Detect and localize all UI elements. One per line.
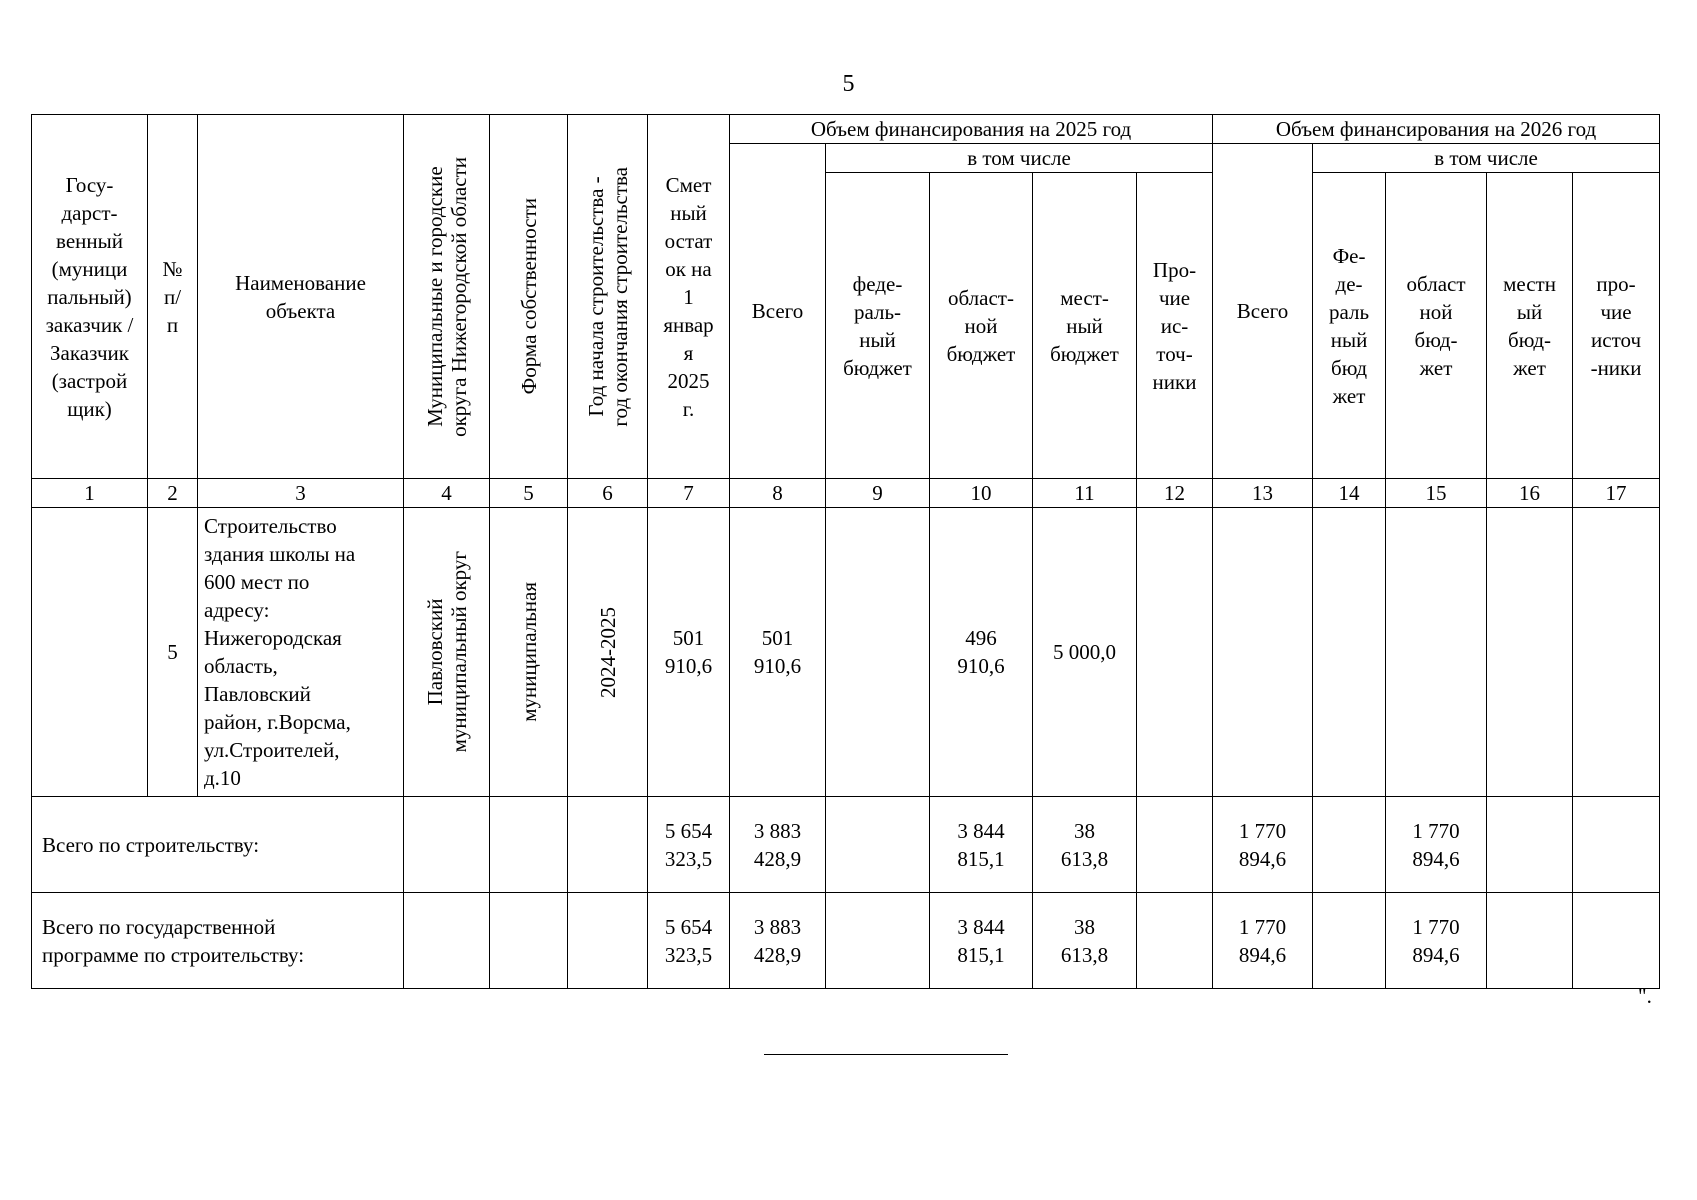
column-number: 16: [1487, 479, 1573, 508]
column-number: 15: [1386, 479, 1487, 508]
header-group-2025: Объем финансирования на 2025 год: [730, 115, 1213, 144]
header-federal-2026: Фе- де- раль ный бюд жет: [1313, 173, 1386, 479]
total-federal-2025: [826, 797, 930, 893]
program-total-2026: 1 770 894,6: [1213, 893, 1313, 989]
total-local-2026: [1487, 797, 1573, 893]
ownership-cell: [490, 508, 568, 797]
ownership-value: муниципальная: [516, 582, 541, 722]
years-value: 2024-2025: [595, 606, 620, 698]
header-federal-2025: феде- раль- ный бюджет: [826, 173, 930, 479]
header-other-2026: про- чие источ -ники: [1573, 173, 1660, 479]
regional-2025-value: 496 910,6: [930, 508, 1033, 797]
column-number: 10: [930, 479, 1033, 508]
total-row: [32, 797, 1660, 893]
closing-quote-mark: ".: [1638, 984, 1652, 1008]
column-number: 4: [404, 479, 490, 508]
total-2025-value: 501 910,6: [730, 508, 826, 797]
column-number: 17: [1573, 479, 1660, 508]
program-total-2025: 3 883 428,9: [730, 893, 826, 989]
column-number: 7: [648, 479, 730, 508]
program-total-label: Всего по государственной программе по строительству:: [32, 893, 404, 989]
empty-cell: [404, 893, 490, 989]
header-district: Муниципальные и городские округа Нижегородской области: [422, 156, 471, 437]
other-2025-value: [1137, 508, 1213, 797]
empty-cell: [404, 797, 490, 893]
total-regional-2025: 3 844 815,1: [930, 797, 1033, 893]
column-number: 6: [568, 479, 648, 508]
empty-cell: [568, 797, 648, 893]
empty-cell: [490, 893, 568, 989]
local-2025-value: 5 000,0: [1033, 508, 1137, 797]
other-2026-value: [1573, 508, 1660, 797]
table-row: [32, 508, 1660, 797]
total-remainder: 5 654 323,5: [648, 797, 730, 893]
program-total-remainder: 5 654 323,5: [648, 893, 730, 989]
district-cell: [404, 508, 490, 797]
header-including-2025: в том числе: [826, 144, 1213, 173]
column-number: 2: [148, 479, 198, 508]
header-regional-2026: област ной бюд- жет: [1386, 173, 1487, 479]
column-number: 3: [198, 479, 404, 508]
column-number: 13: [1213, 479, 1313, 508]
column-number: 14: [1313, 479, 1386, 508]
program-regional-2026: 1 770 894,6: [1386, 893, 1487, 989]
district-value: Павловский муниципальный округ: [422, 551, 471, 753]
header-other-2025: Про- чие ис- точ- ники: [1137, 173, 1213, 479]
row-number: 5: [148, 508, 198, 797]
column-number-row: [32, 479, 1660, 508]
column-number: 9: [826, 479, 930, 508]
header-remainder: Смет ный остат ок на 1 январ я 2025 г.: [648, 115, 730, 479]
total-label: Всего по строительству:: [32, 797, 404, 893]
object-name: Строительство здания школы на 600 мест по адресу: Нижегородская область, Павловский район, г.Ворсма, ул.Строителей, д.10: [198, 508, 404, 797]
header-local-2025: мест- ный бюджет: [1033, 173, 1137, 479]
program-local-2026: [1487, 893, 1573, 989]
program-regional-2025: 3 844 815,1: [930, 893, 1033, 989]
page-number: 5: [842, 71, 855, 97]
column-number: 5: [490, 479, 568, 508]
remainder-value: 501 910,6: [648, 508, 730, 797]
column-number: 11: [1033, 479, 1137, 508]
column-number: 1: [32, 479, 148, 508]
total-federal-2026: [1313, 797, 1386, 893]
header-ownership-cell: [490, 115, 568, 479]
program-local-2025: 38 613,8: [1033, 893, 1137, 989]
total-2026: 1 770 894,6: [1213, 797, 1313, 893]
total-2025: 3 883 428,9: [730, 797, 826, 893]
total-regional-2026: 1 770 894,6: [1386, 797, 1487, 893]
header-total-2026: Всего: [1213, 144, 1313, 479]
total-local-2025: 38 613,8: [1033, 797, 1137, 893]
header-district-cell: [404, 115, 490, 479]
total-other-2026: [1573, 797, 1660, 893]
program-federal-2026: [1313, 893, 1386, 989]
header-years: Год начала строительства - год окончания строительства: [583, 166, 632, 427]
header-regional-2025: област- ной бюджет: [930, 173, 1033, 479]
financing-table: [31, 114, 1660, 989]
federal-2026-value: [1313, 508, 1386, 797]
header-object-name: Наименование объекта: [198, 115, 404, 479]
program-other-2025: [1137, 893, 1213, 989]
program-other-2026: [1573, 893, 1660, 989]
regional-2026-value: [1386, 508, 1487, 797]
column-number: 8: [730, 479, 826, 508]
header-total-2025: Всего: [730, 144, 826, 479]
header-customer: Госу- дарст- венный (муници пальный) заказчик / Заказчик (застрой щик): [32, 115, 148, 479]
header-years-cell: [568, 115, 648, 479]
local-2026-value: [1487, 508, 1573, 797]
header-local-2026: местн ый бюд- жет: [1487, 173, 1573, 479]
years-cell: [568, 508, 648, 797]
header-including-2026: в том числе: [1313, 144, 1660, 173]
total-2026-value: [1213, 508, 1313, 797]
customer-cell: [32, 508, 148, 797]
header-group-2026: Объем финансирования на 2026 год: [1213, 115, 1660, 144]
header-ownership: Форма собственности: [516, 198, 541, 395]
column-number: 12: [1137, 479, 1213, 508]
federal-2025-value: [826, 508, 930, 797]
empty-cell: [568, 893, 648, 989]
total-other-2025: [1137, 797, 1213, 893]
program-total-row: [32, 893, 1660, 989]
footer-divider: [764, 1054, 1008, 1055]
program-federal-2025: [826, 893, 930, 989]
empty-cell: [490, 797, 568, 893]
header-number: № п/ п: [148, 115, 198, 479]
header-row-1: [32, 115, 1660, 144]
